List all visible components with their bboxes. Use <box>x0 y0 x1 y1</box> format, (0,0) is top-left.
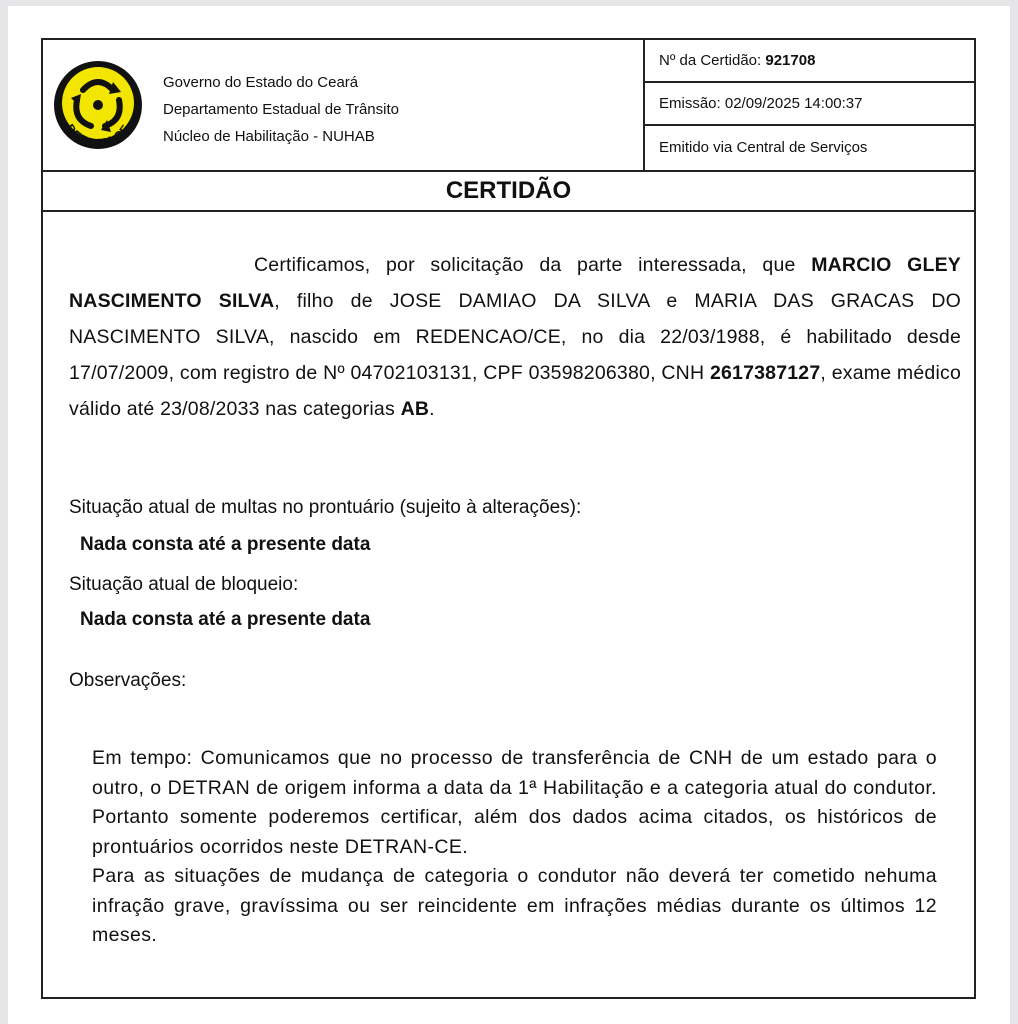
observation-paragraph: Para as situações de mudança de categoria o condutor não deverá ter cometido nehuma infração grave, gravíssima ou ser reincidente em infrações médias durante os últimos 12 meses. <box>92 865 937 946</box>
certificate-body <box>69 247 961 427</box>
cert-number-label: Nº da Certidão: <box>659 52 766 69</box>
observations-label: Observações: <box>69 670 187 691</box>
certificate-frame <box>41 38 976 999</box>
cert-number-row <box>645 40 974 83</box>
certificate-info-box <box>643 40 974 170</box>
cert-number-value: 921708 <box>765 52 816 69</box>
gov-line-nucleus: Núcleo de Habilitação - NUHAB <box>163 128 375 145</box>
observation-paragraph: Em tempo: Comunicamos que no processo de transferência de CNH de um estado para o outro, o DETRAN de origem informa a data da 1ª Habilitação e a categoria atual do condutor. Portanto somente poderemos certificar, além dos dados acima citados, os históricos de prontuários ocorridos neste DETRAN-CE. <box>92 747 937 858</box>
logo-text: DETRAN CE <box>62 121 134 151</box>
fines-label: Situação atual de multas no prontuário (sujeito à alterações): <box>69 497 582 518</box>
issuer-block <box>163 69 399 150</box>
observations-text <box>92 744 937 951</box>
gov-line-state: Governo do Estado do Ceará <box>163 74 359 91</box>
document-page <box>8 6 1010 1024</box>
body-exam: , exame médico válido até 23/08/2033 nas categorias <box>69 362 961 420</box>
fines-status: Nada consta até a presente data <box>80 534 371 555</box>
body-intro: Certificamos, por solicitação da parte interessada, que <box>254 254 812 276</box>
block-label: Situação atual de bloqueio: <box>69 574 299 595</box>
certificate-header <box>43 40 974 172</box>
body-details: , filho de JOSE DAMIAO DA SILVA e MARIA DAS GRACAS DO NASCIMENTO SILVA, nascido em REDENCAO/CE, no dia 22/03/1988, é habilitado desde 17/07/2009, com registro de Nº 04702103131, CPF 03598206380, CNH <box>69 290 961 384</box>
gov-line-department: Departamento Estadual de Trânsito <box>163 101 399 118</box>
license-categories: AB <box>400 398 430 420</box>
issued-via-row: Emitido via Central de Serviços <box>659 139 868 156</box>
holder-name: MARCIO GLEY NASCIMENTO SILVA <box>69 254 961 312</box>
certificate-title: CERTIDÃO <box>43 172 974 212</box>
detran-ce-logo <box>53 60 143 152</box>
cnh-number: 2617387127 <box>709 362 821 384</box>
body-end: . <box>429 398 435 420</box>
block-status: Nada consta até a presente data <box>80 609 371 630</box>
emission-row: Emissão: 02/09/2025 14:00:37 <box>645 83 974 126</box>
